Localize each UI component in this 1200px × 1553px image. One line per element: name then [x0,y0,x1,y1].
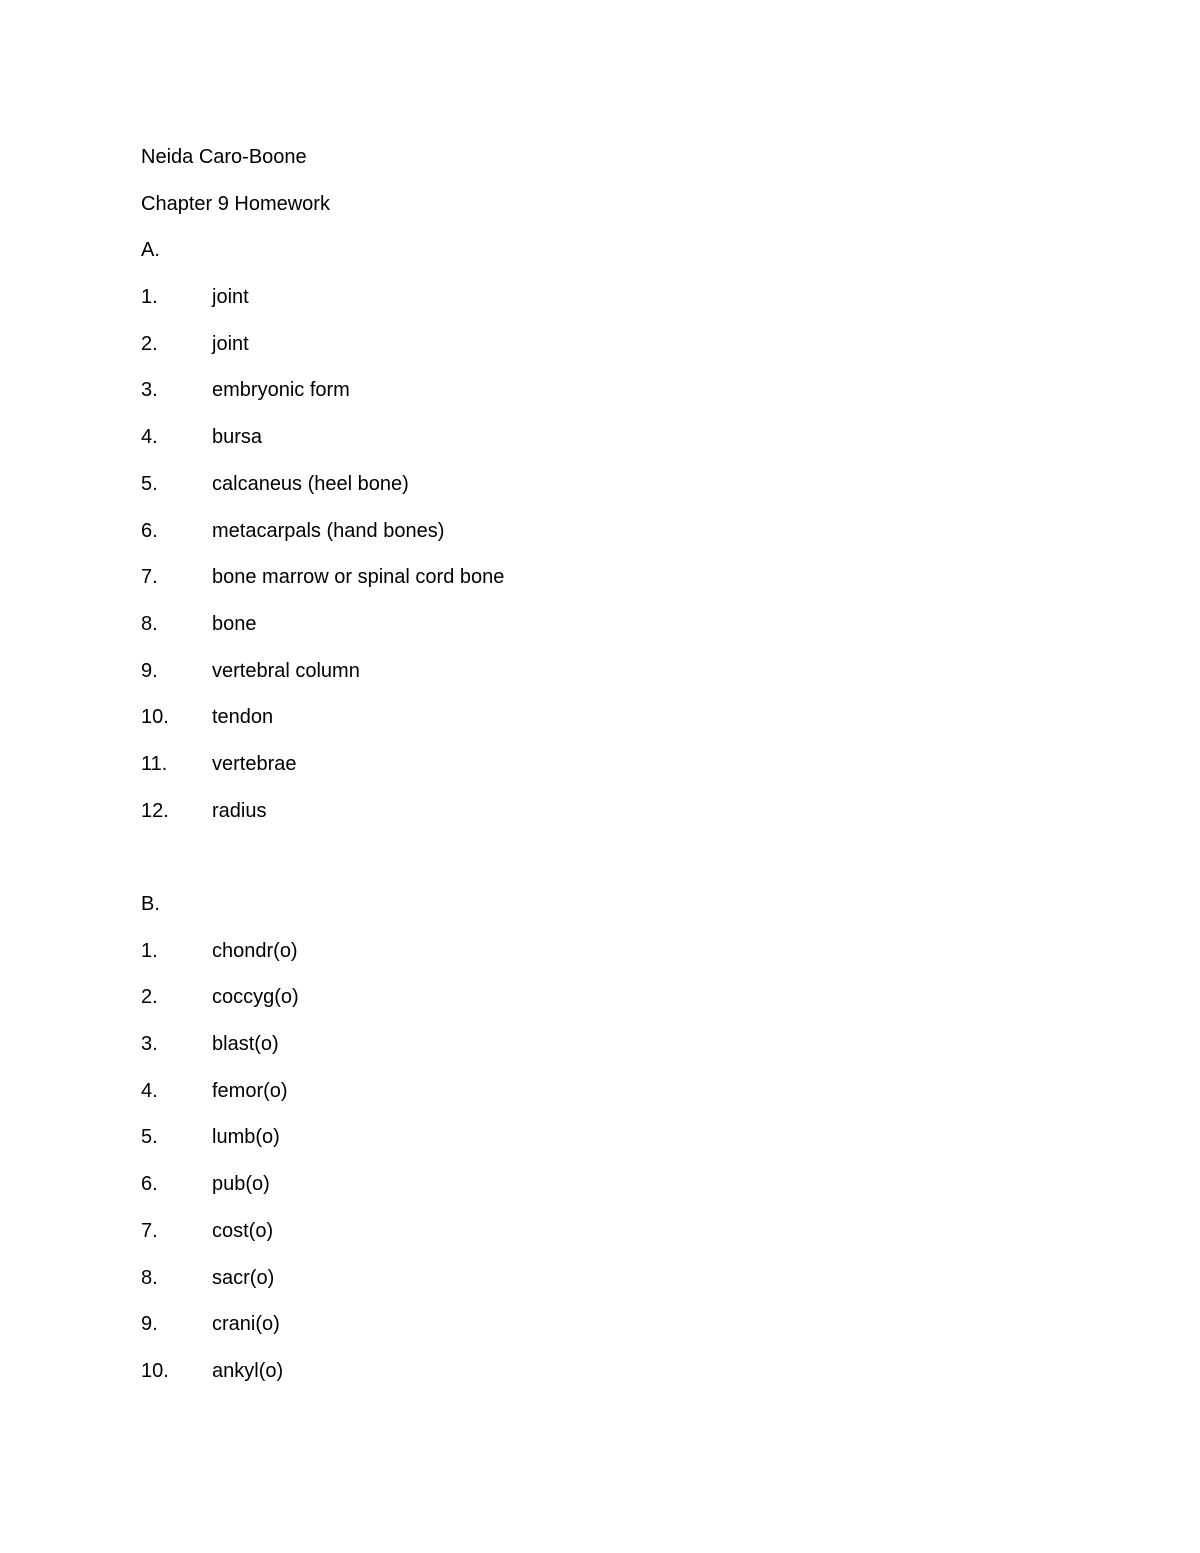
list-item [141,974,1101,1021]
item-number: 4. [141,426,158,449]
list-item [141,1161,1101,1208]
item-number: 8. [141,612,158,635]
list-item [141,1208,1101,1255]
answer-list [141,274,1101,834]
list-item [141,367,1101,414]
item-number: 2. [141,986,158,1009]
list-item [141,1068,1101,1115]
item-text: blast(o) [212,1033,279,1056]
item-number: 7. [141,1219,158,1242]
item-number: 9. [141,1313,158,1336]
author-name: Neida Caro-Boone [141,146,307,168]
list-item [141,508,1101,555]
item-number: 5. [141,472,158,495]
list-item [141,274,1101,321]
item-number: 11. [141,752,168,775]
item-text: sacr(o) [212,1266,275,1289]
item-text: ankyl(o) [212,1359,284,1382]
list-item [141,1021,1101,1068]
item-text: femor(o) [212,1079,288,1102]
item-number: 12. [141,799,169,822]
document-title: Chapter 9 Homework [141,192,330,215]
item-text: bone [212,612,257,635]
item-text: vertebrae [212,752,297,775]
item-text: lumb(o) [212,1126,280,1149]
item-number: 4. [141,1079,158,1102]
list-item [141,554,1101,601]
item-text: cost(o) [212,1219,274,1242]
item-text: radius [212,799,267,822]
item-number: 1. [141,286,158,309]
list-item [141,461,1101,508]
list-item [141,648,1101,695]
item-text: embryonic form [212,379,350,402]
section-heading: B. [141,893,160,915]
item-text: pub(o) [212,1173,270,1196]
document-page [141,134,1101,1395]
item-number: 7. [141,566,158,589]
list-item [141,694,1101,741]
item-number: 8. [141,1266,158,1289]
item-number: 10. [141,1359,169,1382]
item-text: chondr(o) [212,939,298,962]
item-text: bursa [212,426,263,449]
list-item [141,1114,1101,1161]
list-item [141,414,1101,461]
blank-line [141,834,1101,881]
list-item [141,928,1101,975]
item-number: 3. [141,379,158,402]
list-item [141,321,1101,368]
list-item [141,1255,1101,1302]
item-text: tendon [212,706,274,729]
item-number: 6. [141,1173,158,1196]
item-number: 3. [141,1033,158,1056]
item-text: calcaneus (heel bone) [212,472,409,495]
list-item [141,788,1101,835]
item-text: joint [212,332,249,355]
section-a [141,227,1101,834]
item-text: bone marrow or spinal cord bone [212,566,505,589]
section-b [141,881,1101,1395]
item-text: coccyg(o) [212,986,299,1009]
item-text: joint [212,286,249,309]
item-text: crani(o) [212,1313,280,1336]
list-item [141,601,1101,648]
item-number: 1. [141,939,158,962]
item-text: metacarpals (hand bones) [212,519,445,542]
item-number: 9. [141,659,158,682]
item-number: 5. [141,1126,158,1149]
item-number: 6. [141,519,158,542]
list-item [141,1301,1101,1348]
list-item [141,1348,1101,1395]
list-item [141,741,1101,788]
item-number: 10. [141,706,169,729]
section-heading: A. [141,239,160,262]
answer-list [141,928,1101,1395]
item-text: vertebral column [212,659,360,682]
item-number: 2. [141,332,158,355]
